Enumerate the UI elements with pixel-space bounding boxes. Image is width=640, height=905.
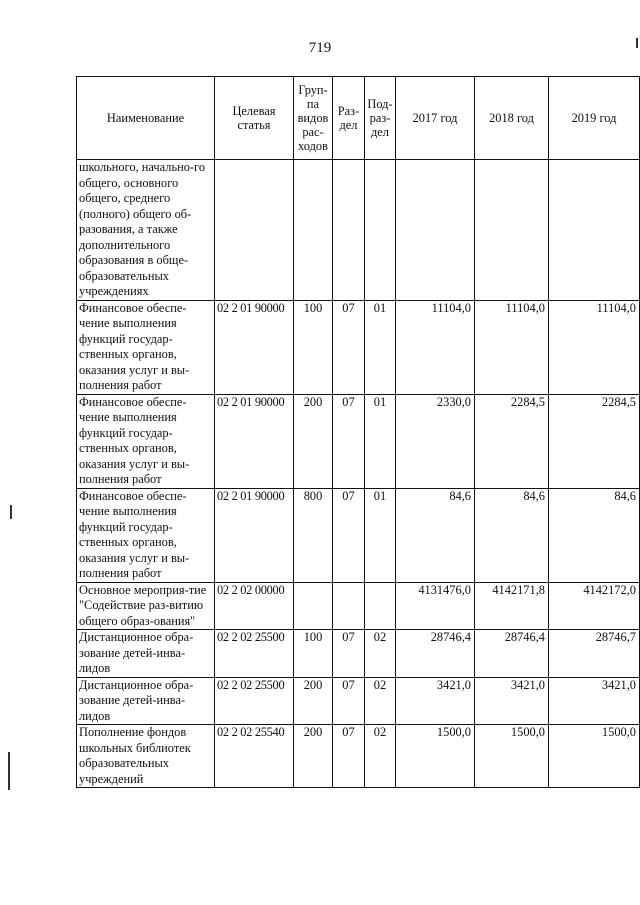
cell-section: 07 <box>333 630 365 678</box>
cell-target <box>215 160 294 301</box>
cell-subsection: 02 <box>365 677 396 725</box>
cell-2017: 2330,0 <box>396 394 475 488</box>
cell-group: 800 <box>294 488 333 582</box>
cell-2018 <box>475 160 549 301</box>
cell-target: 02 2 02 25540 <box>215 725 294 788</box>
cell-target: 02 2 02 25500 <box>215 677 294 725</box>
header-group: Груп-па видов рас-ходов <box>294 77 333 160</box>
cell-section: 07 <box>333 394 365 488</box>
cell-name: Дистанционное обра-зование детей-инва-лидов <box>77 677 215 725</box>
cell-section <box>333 160 365 301</box>
page-number: 719 <box>308 40 332 56</box>
cell-subsection: 01 <box>365 394 396 488</box>
margin-mark-right <box>636 38 638 48</box>
cell-2019: 2284,5 <box>549 394 640 488</box>
cell-2019: 84,6 <box>549 488 640 582</box>
cell-subsection <box>365 160 396 301</box>
table-row <box>77 160 640 301</box>
cell-target: 02 2 01 90000 <box>215 300 294 394</box>
cell-section: 07 <box>333 300 365 394</box>
cell-group: 100 <box>294 300 333 394</box>
cell-2017: 4131476,0 <box>396 582 475 630</box>
cell-2018: 28746,4 <box>475 630 549 678</box>
budget-table <box>76 76 640 788</box>
cell-2019 <box>549 160 640 301</box>
cell-subsection: 01 <box>365 488 396 582</box>
cell-group <box>294 160 333 301</box>
table-row <box>77 677 640 725</box>
cell-name: Дистанционное обра-зование детей-инва-лидов <box>77 630 215 678</box>
cell-group <box>294 582 333 630</box>
cell-2018: 4142171,8 <box>475 582 549 630</box>
cell-2019: 3421,0 <box>549 677 640 725</box>
cell-name: Пополнение фондов школьных библиотек образовательных учреждений <box>77 725 215 788</box>
cell-2018: 11104,0 <box>475 300 549 394</box>
cell-2017: 3421,0 <box>396 677 475 725</box>
cell-subsection: 01 <box>365 300 396 394</box>
cell-2019: 11104,0 <box>549 300 640 394</box>
header-subsection: Под-раз-дел <box>365 77 396 160</box>
cell-name: Финансовое обеспе-чение выполнения функций государ-ственных органов, оказания услуг и вы-полнения работ <box>77 300 215 394</box>
cell-section <box>333 582 365 630</box>
header-2017: 2017 год <box>396 77 475 160</box>
cell-2017: 84,6 <box>396 488 475 582</box>
cell-2017 <box>396 160 475 301</box>
cell-2018: 84,6 <box>475 488 549 582</box>
cell-2019: 28746,7 <box>549 630 640 678</box>
cell-section: 07 <box>333 677 365 725</box>
cell-2019: 4142172,0 <box>549 582 640 630</box>
cell-section: 07 <box>333 488 365 582</box>
header-2018: 2018 год <box>475 77 549 160</box>
cell-2017: 1500,0 <box>396 725 475 788</box>
cell-2018: 2284,5 <box>475 394 549 488</box>
table-row <box>77 394 640 488</box>
cell-name: Основное мероприя-тие "Содействие раз-витию общего образ-ования" <box>77 582 215 630</box>
cell-subsection: 02 <box>365 630 396 678</box>
cell-name: школьного, начально-го общего, основного общего, среднего (полного) общего об-разования, а также дополнительного образования в обще-образовательных учреждениях <box>77 160 215 301</box>
cell-name: Финансовое обеспе-чение выполнения функций государ-ственных органов, оказания услуг и вы-полнения работ <box>77 488 215 582</box>
table-row <box>77 488 640 582</box>
cell-2017: 28746,4 <box>396 630 475 678</box>
cell-target: 02 2 01 90000 <box>215 488 294 582</box>
header-2019: 2019 год <box>549 77 640 160</box>
cell-group: 200 <box>294 725 333 788</box>
cell-subsection <box>365 582 396 630</box>
cell-subsection: 02 <box>365 725 396 788</box>
cell-group: 100 <box>294 630 333 678</box>
cell-group: 200 <box>294 677 333 725</box>
cell-2018: 3421,0 <box>475 677 549 725</box>
cell-2017: 11104,0 <box>396 300 475 394</box>
header-section: Раз-дел <box>333 77 365 160</box>
table-header-row <box>77 77 640 160</box>
header-name: Наименование <box>77 77 215 160</box>
header-target: Целевая статья <box>215 77 294 160</box>
table-row <box>77 300 640 394</box>
margin-mark-left-lower <box>8 752 10 790</box>
cell-2018: 1500,0 <box>475 725 549 788</box>
cell-2019: 1500,0 <box>549 725 640 788</box>
cell-target: 02 2 01 90000 <box>215 394 294 488</box>
cell-section: 07 <box>333 725 365 788</box>
cell-target: 02 2 02 00000 <box>215 582 294 630</box>
cell-name: Финансовое обеспе-чение выполнения функций государ-ственных органов, оказания услуг и вы-полнения работ <box>77 394 215 488</box>
table-row <box>77 725 640 788</box>
table-row <box>77 582 640 630</box>
cell-target: 02 2 02 25500 <box>215 630 294 678</box>
table-row <box>77 630 640 678</box>
cell-group: 200 <box>294 394 333 488</box>
margin-mark-left <box>10 505 12 519</box>
